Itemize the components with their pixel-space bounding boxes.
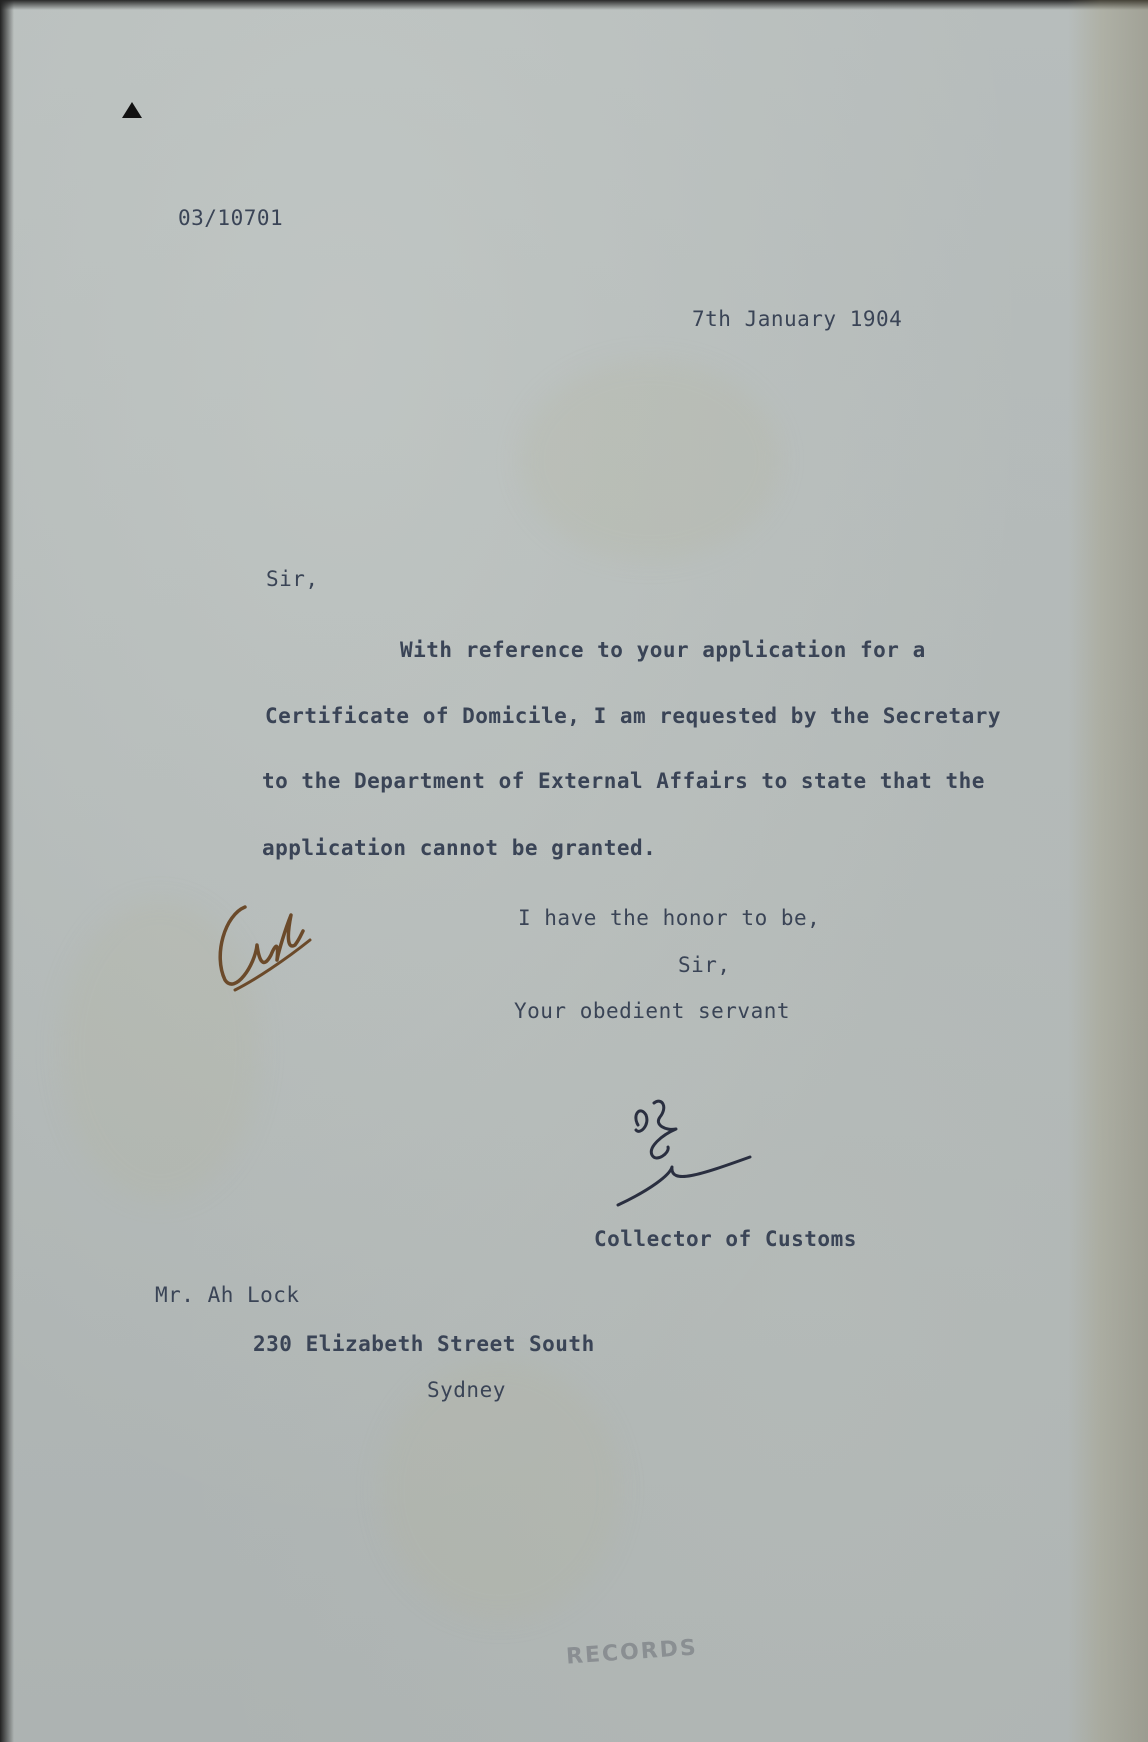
punch-mark — [122, 102, 142, 118]
addressee-city: Sydney — [427, 1378, 506, 1402]
salutation: Sir, — [266, 567, 319, 591]
closing-line: Sir, — [678, 953, 731, 977]
handwritten-initials — [205, 885, 315, 1000]
body-line: to the Department of External Affairs to state that the — [262, 769, 985, 793]
body-line: application cannot be granted. — [262, 836, 657, 860]
body-line: Certificate of Domicile, I am requested by the Secretary — [265, 704, 1002, 728]
addressee-street: 230 Elizabeth Street South — [253, 1332, 595, 1356]
reference-number: 03/10701 — [178, 206, 284, 230]
records-stamp: RECORDS — [565, 1635, 699, 1670]
signature — [610, 1095, 760, 1215]
paper-stain — [520, 360, 780, 560]
addressee-name: Mr. Ah Lock — [155, 1283, 300, 1307]
page-edge-left — [0, 0, 14, 1742]
body-line: With reference to your application for a — [400, 638, 926, 662]
signatory-title: Collector of Customs — [594, 1227, 857, 1251]
page-edge-top — [0, 0, 1148, 10]
letter-date: 7th January 1904 — [692, 307, 903, 331]
page-edge-right — [1068, 0, 1148, 1742]
closing-line: Your obedient servant — [514, 999, 791, 1023]
closing-line: I have the honor to be, — [518, 906, 821, 930]
